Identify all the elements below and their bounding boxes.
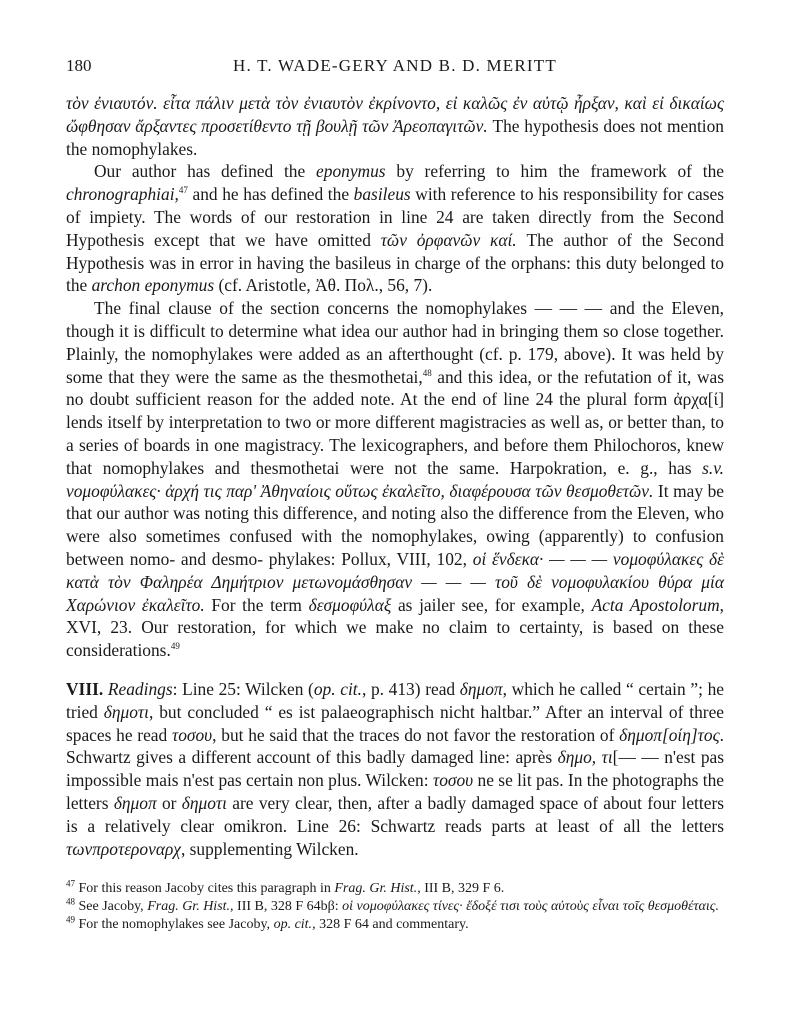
main-text bbox=[66, 92, 724, 860]
paragraph-eponymus: Our author has defined the eponymus by referring to him the framework of the chronographiai,$^{47}$ and he has defined the basileus with reference to his responsibility for cases of impiety. The words of our restoration in line 24 are taken directly from the Second Hypothesis except that we have omitted τῶν ὀρφανῶν καί. The author of the Second Hypothesis was in error in having the basileus in charge of the orphans: this duty belonged to the archon eponymus (cf. Aristotle, Ἀθ. Πολ., 56, 7). bbox=[66, 161, 724, 296]
footnote-ref-48[interactable]: 48 bbox=[422, 367, 432, 378]
paragraph-final-clause: The final clause of the section concerns the nomophylakes — — — and the Eleven, though it is difficult to determine what idea our author had in bringing them so close together. Plainly, the nomophylakes were added as an afterthought (cf. p. 179, above). It was held by some that they were the same as the thesmothetai,$^{48}$ and this idea, or the refutation of it, was no doubt sufficient reason for the added note. At the end of line 24 the plural form ἀρχα[ί] lends itself by interpretation to two or more different magistracies as well as, or better than, to a series of boards in one magistracy. The lexicographers, and before them Philochoros, knew that nomophylakes and thesmothetai were not the same. Harpokration, e. g., has s.v. νομοφύλακες· ἀρχή τις παρ' Ἀθηναίοις οὕτως ἐκαλεῖτο, διαφέρουσα τῶν θεσμοθετῶν. It may be that our author was noting this difference, and noting also the difference from the Eleven, who were also sometimes confused with the nomophylakes, owing (apparently) to confusion between nomo- and desmo- phylakes: Pollux, VIII, 102, οἱ ἕνδεκα· — — — νομοφύλακες δὲ κατὰ τὸν Φαληρέα Δημήτριον μετωνομάσθησαν — — — τοῦ δὲ νομοφυλακίου θύρα μία Χαρώνιον ἐκαλεῖτο. For the term δεσμοφύλαξ as jailer see, for example, Acta Apostolorum, XVI, 23. Our restoration, for which we make no claim to certainty, is based on these considerations.$^{49}$ bbox=[66, 298, 724, 661]
section-viii-readings: VIII. Readings: Line 25: Wilcken (op. cit., p. 413) read δημοπ, which he called “ certain ”; he tried δημοτι, but concluded “ es ist palaeographisch nicht haltbar.” After an interval of three spaces he read τοσου, but he said that the traces do not favor the restoration of δημοπ[οίη]τος. Schwartz gives a different account of this badly damaged line: après δημο, τι[— — n'est pas impossible mais n'est pas certain non plus. Wilcken: τοσου ne se lit pas. In the photographs the letters δημοπ or δημοτι are very clear, then, after a badly damaged space of about four letters is a relatively clear omikron. Line 26: Schwartz reads parts at least of all the letters τωνπροτεροναρχ, supplementing Wilcken. bbox=[66, 678, 725, 859]
footnote-48: $^{48}$ See Jacoby, Frag. Gr. Hist., III B, 328 F 64bβ: οἱ νομοφύλακες τίνες· ἔδοξέ τισι τοὺς αὐτοὺς εἶναι τοῖς θεσμοθέταις. bbox=[66, 896, 719, 915]
page bbox=[66, 56, 724, 934]
running-title: H. T. WADE-GERY AND B. D. MERITT bbox=[233, 56, 557, 75]
footnotes bbox=[66, 880, 724, 934]
page-number: 180 bbox=[66, 56, 92, 75]
paragraph-hypothesis: τὸν ἐνιαυτόν. εἶτα πάλιν μετὰ τὸν ἐνιαυτὸν ἐκρίνοντο, εἰ καλῶς ἐν αὐτῷ ἦρξαν, καὶ εἰ δικαίως ὤφθησαν ἄρξαντες προσετίθεντο τῇ βουλῇ τῶν Ἀρεοπαγιτῶν. The hypothesis does not mention the nomophylakes. bbox=[66, 93, 725, 159]
greek-quotation: τὸν ἐνιαυτόν. εἶτα πάλιν μετὰ τὸν ἐνιαυτὸν ἐκρίνοντο, εἰ καλῶς ἐν αὐτῷ ἦρξαν, καὶ εἰ δικαίως ὤφθησαν ἄρξαντες προσετίθεντο τῇ βουλῇ τῶν Ἀρεοπαγιτῶν. bbox=[66, 93, 724, 136]
footnote-49: $^{49}$ For the nomophylakes see Jacoby, op. cit., 328 F 64 and commentary. bbox=[66, 914, 469, 933]
footnote-ref-47[interactable]: 47 bbox=[178, 185, 188, 196]
section-number: VIII. bbox=[66, 678, 104, 699]
footnote-ref-49[interactable]: 49 bbox=[170, 641, 180, 652]
footnote-47: $^{47}$ For this reason Jacoby cites this paragraph in Frag. Gr. Hist., III B, 329 F 6. bbox=[66, 878, 505, 897]
running-header bbox=[66, 56, 724, 82]
